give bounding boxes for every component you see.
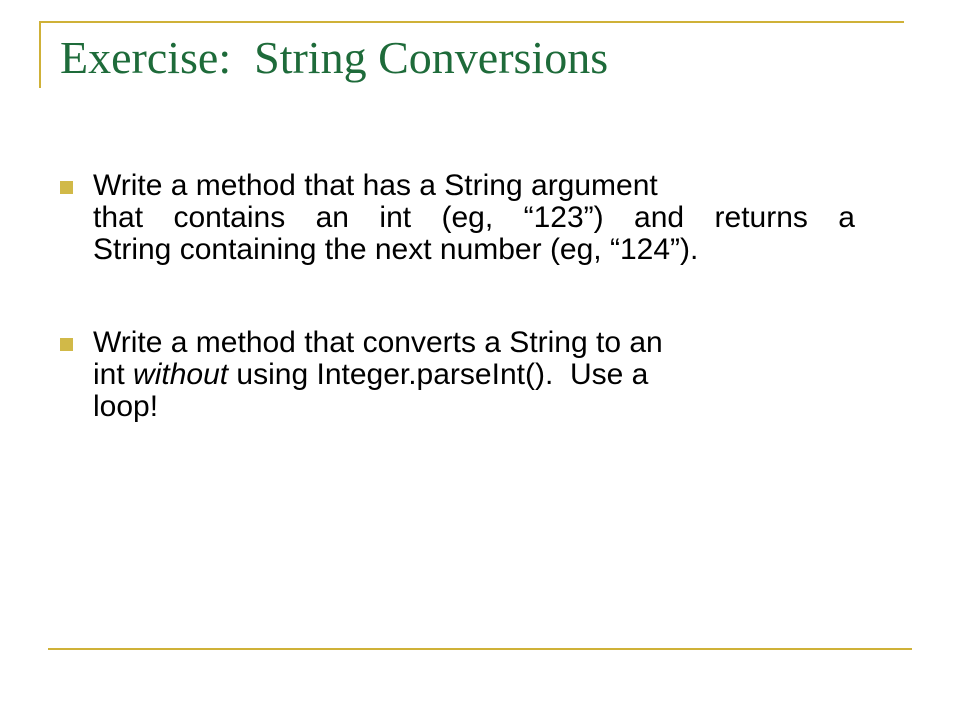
bullet-1-line-3: String containing the next number (eg, “124”). xyxy=(93,233,699,266)
bullet-item-2 xyxy=(60,327,900,423)
bullet-2-line-2 xyxy=(93,359,900,391)
bottom-rule xyxy=(48,648,912,650)
bullet-2-line-1: Write a method that converts a String to an xyxy=(93,326,663,359)
bullet-2-line-2-end: using Integer.parseInt(). Use a xyxy=(228,358,649,391)
bullet-2-line-2-start: int xyxy=(93,358,134,391)
top-rule xyxy=(40,21,904,23)
italic-emphasis: without xyxy=(133,358,229,391)
square-bullet-icon xyxy=(60,338,73,351)
bullet-item-1 xyxy=(60,170,900,266)
bullet-1-line-2: that contains an int (eg, “123”) and returns a xyxy=(93,201,855,234)
bullet-2-line-3: loop! xyxy=(93,390,159,423)
bullet-1-line-1: Write a method that has a String argument xyxy=(93,169,658,202)
square-bullet-icon xyxy=(60,181,73,194)
bullet-list xyxy=(60,170,900,423)
left-rule xyxy=(39,21,41,88)
slide-title: Exercise: String Conversions xyxy=(60,32,609,83)
